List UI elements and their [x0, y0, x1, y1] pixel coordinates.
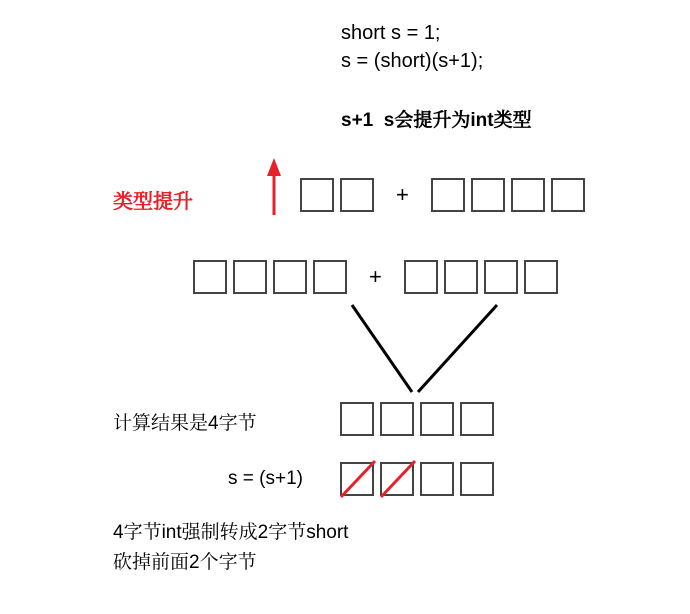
cast-explanation [113, 518, 348, 578]
byte-cell [273, 260, 307, 294]
code-block [341, 19, 483, 75]
type-promotion-label: 类型提升 [113, 191, 193, 213]
byte-cell [420, 402, 454, 436]
operator-plus: + [396, 182, 409, 207]
assignment-label: s = (s+1) [228, 468, 303, 489]
row-int-plus-int [193, 260, 558, 294]
result-row [340, 402, 494, 436]
byte-cell [444, 260, 478, 294]
byte-cell [431, 178, 465, 212]
byte-cell [471, 178, 505, 212]
byte-cell [300, 178, 334, 212]
byte-cell [511, 178, 545, 212]
connector-line-right [418, 305, 497, 392]
promotion-note: s+1 s会提升为int类型 [341, 110, 532, 131]
code-line-2: s = (short)(s+1); [341, 50, 484, 72]
byte-cell [420, 462, 454, 496]
byte-cell [484, 260, 518, 294]
cast-explanation-line-1: 4字节int强制转成2字节short [113, 522, 349, 543]
byte-cell [233, 260, 267, 294]
row-short-plus-int [300, 178, 585, 212]
byte-cell [551, 178, 585, 212]
byte-cell [340, 178, 374, 212]
byte-cell [460, 402, 494, 436]
result-label: 计算结果是4字节 [113, 413, 257, 434]
operator-plus: + [369, 264, 382, 289]
byte-cell [460, 462, 494, 496]
code-line-1: short s = 1; [341, 22, 441, 44]
byte-cell [313, 260, 347, 294]
promotion-arrow-icon [267, 158, 281, 215]
byte-cell [404, 260, 438, 294]
byte-cell [524, 260, 558, 294]
assignment-row [340, 462, 494, 496]
connector-line-left [352, 305, 412, 392]
byte-cell [193, 260, 227, 294]
byte-cell [380, 402, 414, 436]
byte-cell-crossed [380, 462, 414, 496]
byte-cell [340, 402, 374, 436]
cast-explanation-line-2: 砍掉前面2个字节 [113, 552, 257, 573]
byte-cell-crossed [340, 462, 374, 496]
